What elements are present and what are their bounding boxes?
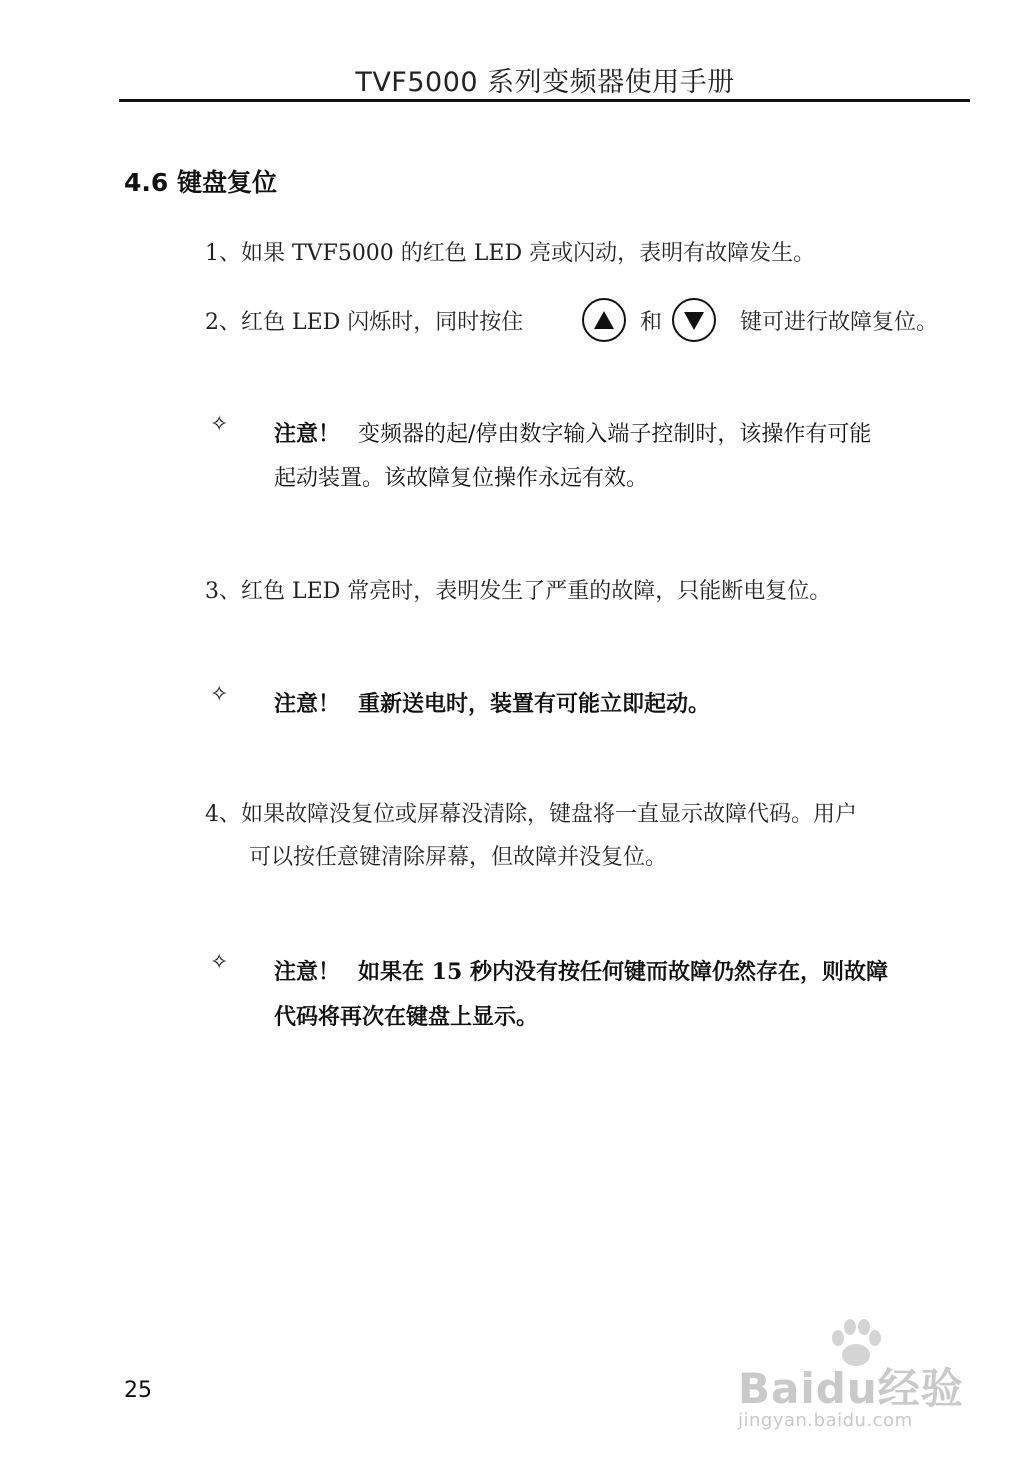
list-item-2-text-before: 2、红色 LED 闪烁时，同时按住 — [205, 310, 524, 335]
diamond-bullet-icon: ✧ — [210, 950, 229, 975]
list-item-4-line-2: 可以按任意键清除屏幕，但故障并没复位。 — [249, 845, 668, 870]
note-1-line-1: 变频器的起/停由数字输入端子控制时，该操作有可能 — [358, 422, 872, 447]
note-3-line-2: 代码将再次在键盘上显示。 — [274, 1004, 539, 1030]
list-item-4-line-1: 4、如果故障没复位或屏幕没清除，键盘将一直显示故障代码。用户 — [205, 802, 857, 827]
list-item-2-text-after: 键可进行故障复位。 — [740, 310, 939, 335]
watermark-url: jingyan.baidu.com — [738, 1410, 913, 1431]
baidu-watermark — [732, 1318, 972, 1438]
list-item-4 — [205, 797, 857, 871]
list-item-1: 1、如果 TVF5000 的红色 LED 亮或闪动，表明有故障发生。 — [205, 241, 816, 266]
list-item-2 — [205, 305, 970, 336]
note-1-line-2: 起动装置。该故障复位操作永远有效。 — [274, 466, 649, 491]
page-number: 25 — [124, 1378, 152, 1403]
note-label: 注意！ — [274, 421, 341, 447]
watermark-brand: Baidu经验 — [738, 1364, 964, 1413]
diamond-bullet-icon: ✧ — [210, 412, 229, 437]
section-title: 4.6 键盘复位 — [124, 168, 277, 197]
note-3-line-1: 如果在 15 秒内没有按任何键而故障仍然存在，则故障 — [358, 959, 888, 985]
down-key-icon — [672, 298, 716, 342]
list-item-2-text-and: 和 — [640, 310, 663, 335]
up-key-icon — [582, 298, 626, 342]
note-2-text: 重新送电时，装置有可能立即起动。 — [358, 691, 711, 717]
page-header-title: TVF5000 系列变频器使用手册 — [355, 67, 735, 98]
note-label: 注意！ — [274, 691, 341, 717]
note-label: 注意！ — [274, 959, 341, 985]
header-divider — [119, 99, 970, 102]
diamond-bullet-icon: ✧ — [210, 682, 229, 707]
list-item-3: 3、红色 LED 常亮时，表明发生了严重的故障，只能断电复位。 — [205, 579, 832, 604]
